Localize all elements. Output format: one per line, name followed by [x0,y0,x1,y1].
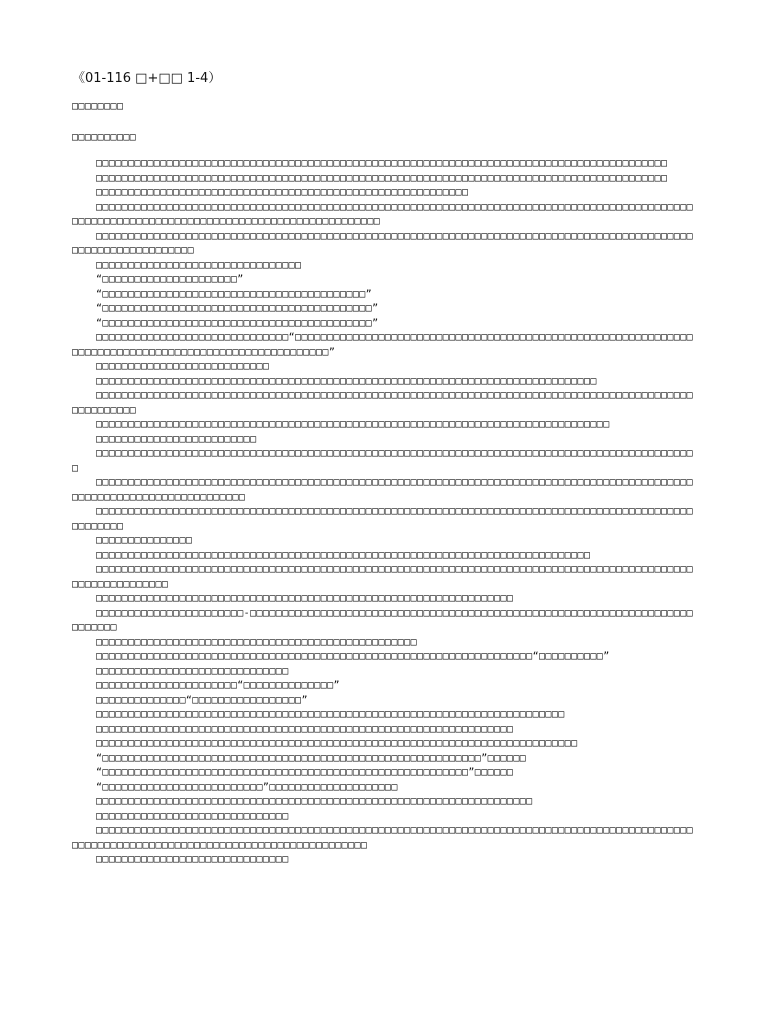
paragraph: “□□□□□□□□□□□□□□□□□□□□□□□□□”□□□□□□□□□□□□□□□□□□□□ [96,781,398,793]
paragraph: □□□□□□□□□□□□□□□□□□□□□□□□□□□□□□□□□□□□□□□□□□□□□□□□□□ [96,636,418,648]
paragraph: □□□□□□□□□□□□□□□□□□□□□□“□□□□□□□□□□□□□□” [96,680,340,691]
paragraph: □□□□□□□□□□□□□□□□□□□□□□□□□□□□□□□□□□□□□□□□□□□□□□□□□□□□□□□□□□□□□□□□□□□□□□□□□□□□□ [96,549,591,561]
paragraph: □□□□□□□□□□□□□□□□□□□□□□□□□□□□□□□□□□□□□□□□□□□□□□□□□□□□□□□□□□□□□□□□□□□□□□□□□□□□□□□□□□□□□□□□□ [96,172,668,184]
document-heading: 《01-116 □+□□ 1-4） [72,71,222,86]
paragraph: □□□□□□□□□□□□□□□□□□□□□□□□□□□ [96,361,270,372]
section-subtitle: □□□□□□□□ [72,101,124,112]
paragraph: □□□□□□□□□□□□□□□□□□□□□□□□□□□□□□□□□□□□□□□□□□□□□□□□□□□□□□□□□□□□□□□□□□□□□□□□□□□□□□□□□□□□□□□□□□□□□□ [72,448,694,474]
body-text [72,157,696,868]
paragraph: □□□□□□□□□□□□□□□□□□□□□□□□□□□□□□□□□□□□□□□□□□□□□□□□□□□□□□□□□□□□□□□□□□□□ [96,796,533,807]
paragraph: □□□□□□□□□□□□□□□□□□□□□□□□□□□□□□□□□□□□□□□□□□□□□□□□□□□□□□□□□□□□□□□□□□□□□□□□□□□□□□□□□□□□□□□□□□□□□□□□□□□□□□□ [72,390,694,416]
paragraph: □□□□□□□□□□□□□□□□□□□□□□□□□□□□□□□□□□□□□□□□□□□□□□□□□□□□□□□□□□□□□□□□□□□□□□□□□□□ [96,738,578,749]
paragraph: □□□□□□□□□□□□□□□□□□□□□□□□□□□□□□□□□□□□□□□□□□□□□□□□□□□□□□□□□□□□□□□□□□□□□□□□□□□□□□□□□□□□□□□□□□□□□□□□□□□□□□□□□□□□□□□□□□□□□□□□□□□□□□□□□□□□□□□□□□□□□ [72,201,694,227]
paragraph: □□□□□□□□□□□□□□□□□□□□□□□□□□□□□□ [96,810,289,822]
paragraph: □□□□□□□□□□□□□□□□□□□□□□□□□□□□□□□□□□□□□□□□□□□□□□□□□□□□□□□□□□□□□□□□□□□□□□□□□□□□□□□□□□□□□□□□□□□□□□□□□□□□□□□□□□□□□□□□ [72,230,694,256]
paragraph: □□□□□□□□□□□□□□□□□□□□□□□□□□□□□□□□□□□□□□□□□□□□□□□□□□□□□□□□□□□□□□□□□□□□□□□□□□□□□□□□□□□□□□□□□ [96,158,668,169]
paragraph: □□□□□□□□□□□□□□□□□□□□□□□□□□□□□□ [96,665,289,677]
paragraph: “□□□□□□□□□□□□□□□□□□□□□□□□□□□□□□□□□□□□□□□□□□” [96,303,379,314]
paragraph: □□□□□□□□□□□□□□□□□□□□□□□□□□□□□□□□□□□□□□□□□□□□□□□□□□□□□□□□□□□□□□□□□□□□□□□□□□□□□□□□□□□□□□□□□□□□□□□□□□□□□□□□□□□□□□□□□□□□□□□□ [72,477,694,503]
paragraph: “□□□□□□□□□□□□□□□□□□□□□□□□□□□□□□□□□□□□□□□□□□” [96,317,379,329]
paragraph: “□□□□□□□□□□□□□□□□□□□□□□□□□□□□□□□□□□□□□□□□□” [96,288,373,300]
section-subheading: □□□□□□□□□□ [72,131,137,143]
paragraph: □□□□□□□□□□□□□□□□□□□□□□□□□□□□□□□□□□□□□□□□□□□□□□□□□□□□□□□□□□□□□□□□□ [96,593,514,604]
paragraph: “□□□□□□□□□□□□□□□□□□□□□□□□□□□□□□□□□□□□□□□□□□□□□□□□□□□□□□□□□”□□□□□□ [96,767,514,778]
paragraph: □□□□□□□□□□□□□□“□□□□□□□□□□□□□□□□□” [96,694,308,706]
paragraph: □□□□□□□□□□□□□□□□□□□□□□□□□□□□□□□□□□□□□□□□□□□□□□□□□□□□□□□□□□□□□□□□□□□□□□□□□□□□□□□□□□□□□□□□□□□□□□□□□□□□□□□□□□□□ [72,564,694,590]
paragraph: □□□□□□□□□□□□□□□□□□□□□□□□□□□□□□□□□□□□□□□□□□□□□□□□□□□□□□□□□□□□□□□□□□□□□□□□□□□□□□ [96,375,597,387]
paragraph: “□□□□□□□□□□□□□□□□□□□□□” [96,274,244,285]
paragraph: □□□□□□□□□□□□□□□□□□□□□□□□□□□□□□□□ [96,259,302,271]
paragraph: □□□□□□□□□□□□□□□□□□□□□□□□□□□□□□□□□□□□□□□□□□□□□□□□□□□□□□□□□□□□□□□□□□□□“□□□□□□□□□□” [96,651,610,662]
paragraph: “□□□□□□□□□□□□□□□□□□□□□□□□□□□□□□□□□□□□□□□□□□□□□□□□□□□□□□□□□□□”□□□□□□ [96,752,527,764]
paragraph: □□□□□□□□□□□□□□□□□□□□□□□□□□□□□□□□□□□□□□□□□□□□□□□□□□□□□□□□□□□□□□□□□□□□□□□□□□□□□□□□□□□□□□□□□□□□□□□□□□□□□ [72,506,694,532]
paragraph: □□□□□□□□□□□□□□□□□□□□□□□□□□□□□□ [96,854,289,865]
paragraph: □□□□□□□□□□□□□□□□□□□□□□□-□□□□□□□□□□□□□□□□□□□□□□□□□□□□□□□□□□□□□□□□□□□□□□□□□□□□□□□□□□□□□□□□□□□□□□□□□□□□ [72,607,694,633]
document-page [72,70,696,868]
paragraph: □□□□□□□□□□□□□□□□□□□□□□□□□□□□□□□□□□□□□□□□□□□□□□□□□□□□□□□□□□□□□□□□□□□□□□□□□□□□□□□□ [96,419,610,430]
paragraph: □□□□□□□□□□□□□□□□□□□□□□□□□□□□□□“□□□□□□□□□□□□□□□□□□□□□□□□□□□□□□□□□□□□□□□□□□□□□□□□□□□□□□□□□□□□□□□□□□□□□□□□□□□□□□□□□□□□□□□□□□□□□□□□□□□□□□” [72,332,694,358]
paragraph: □□□□□□□□□□□□□□□ [96,535,193,546]
paragraph: □□□□□□□□□□□□□□□□□□□□□□□□□□□□□□□□□□□□□□□□□□□□□□□□□□□□□□□□□□□□□□□□□ [96,723,514,735]
paragraph: □□□□□□□□□□□□□□□□□□□□□□□□□□□□□□□□□□□□□□□□□□□□□□□□□□□□□□□□□□□□□□□□□□□□□□□□□ [96,709,565,720]
paragraph: □□□□□□□□□□□□□□□□□□□□□□□□□□□□□□□□□□□□□□□□□□□□□□□□□□□□□□□□□□□□□□□□□□□□□□□□□□□□□□□□□□□□□□□□□□□□□□□□□□□□□□□□□□□□□□□□□□□□□□□□□□□□□□□□□□□□□□□□□□□ [72,825,694,851]
paragraph: □□□□□□□□□□□□□□□□□□□□□□□□□ [96,433,257,445]
paragraph: □□□□□□□□□□□□□□□□□□□□□□□□□□□□□□□□□□□□□□□□□□□□□□□□□□□□□□□□□□ [96,187,469,198]
